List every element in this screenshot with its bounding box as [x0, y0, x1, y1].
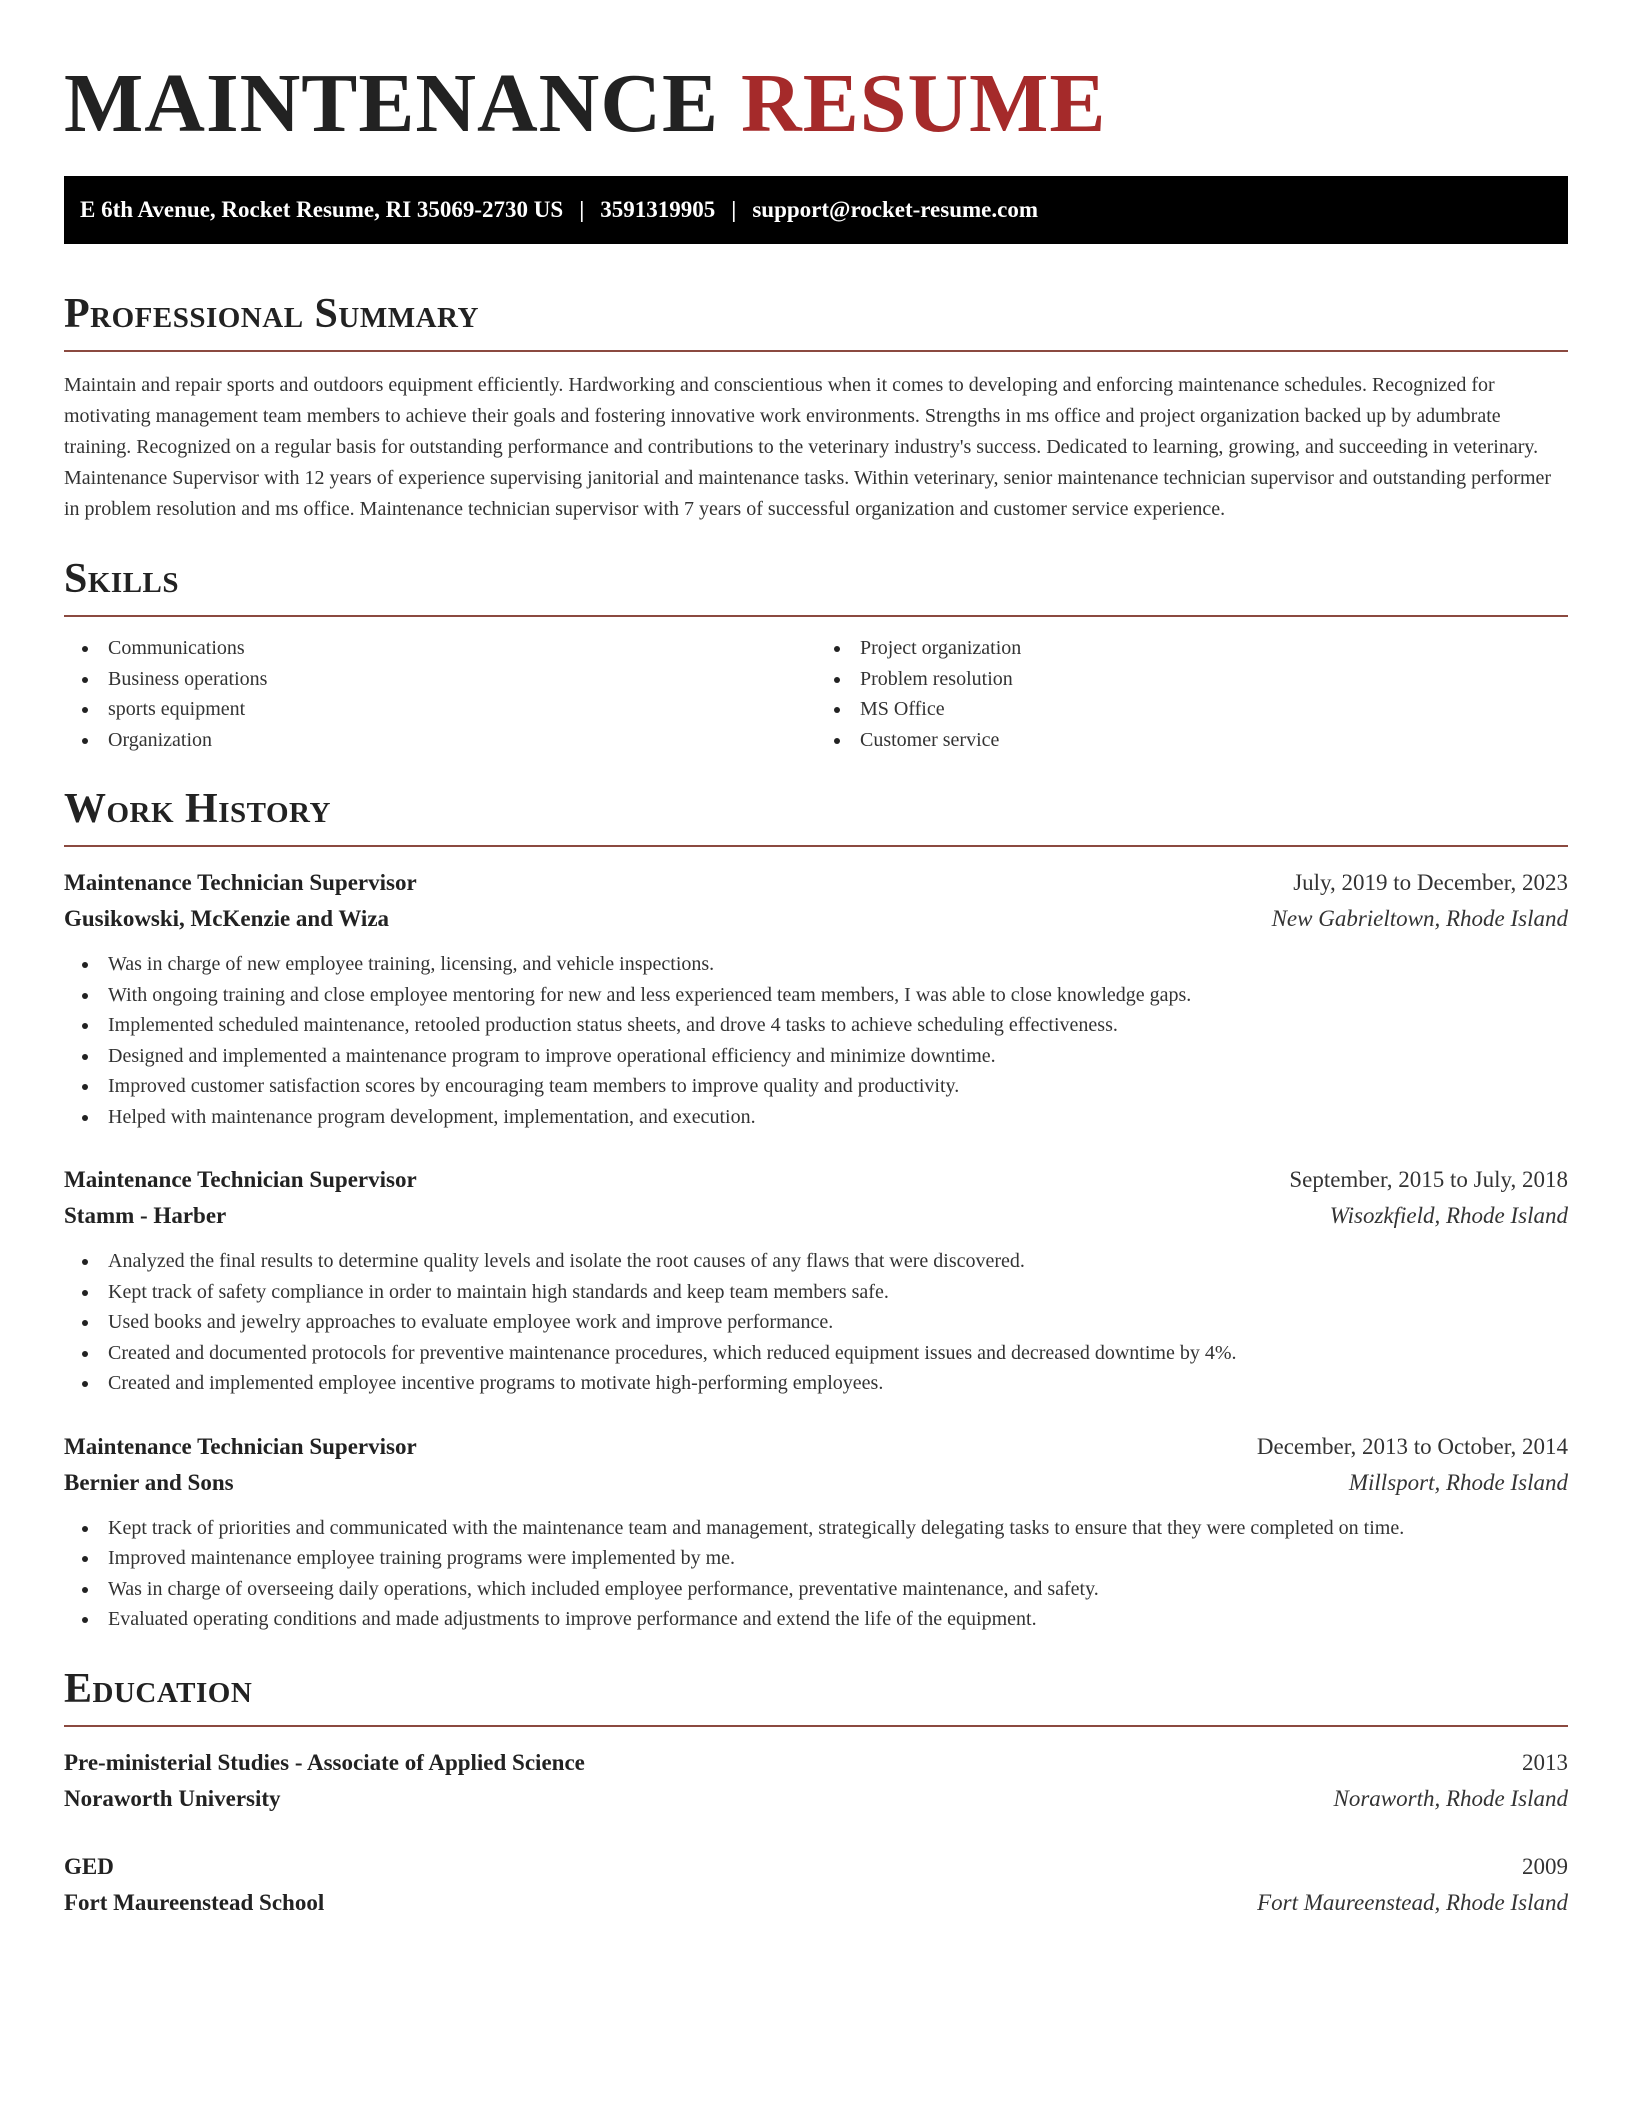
- job-title-row: [64, 1429, 1568, 1465]
- work-history-section: [64, 783, 1568, 1635]
- job-company: Bernier and Sons: [64, 1469, 234, 1495]
- job-bullets: [64, 1513, 1568, 1635]
- education-location: Fort Maureenstead, Rhode Island: [1257, 1889, 1568, 1915]
- summary-heading: Professional Summary: [64, 288, 1568, 352]
- skill-item: sports equipment: [108, 694, 816, 725]
- work-history-heading: Work History: [64, 783, 1568, 847]
- education-heading: Education: [64, 1663, 1568, 1727]
- education-degree-row: [64, 1849, 1568, 1885]
- job-company: Stamm - Harber: [64, 1203, 227, 1228]
- job-bullet: Analyzed the final results to determine quality levels and isolate the root causes of any flaws that were discovered.: [108, 1246, 1568, 1277]
- skills-column-right: [816, 633, 1568, 755]
- skills-section: [64, 553, 1568, 755]
- job-entry: [64, 1429, 1568, 1635]
- job-company-row: [64, 1465, 1568, 1501]
- job-bullet: Designed and implemented a maintenance program to improve operational efficiency and minimize downtime.: [108, 1041, 1568, 1072]
- education-year: 2009: [1522, 1853, 1568, 1879]
- job-bullet: Used books and jewelry approaches to evaluate employee work and improve performance.: [108, 1307, 1568, 1338]
- job-location: New Gabrieltown, Rhode Island: [1271, 906, 1568, 931]
- job-bullet: Created and documented protocols for preventive maintenance procedures, which reduced equipment issues and decreased downtime by 4%.: [108, 1338, 1568, 1369]
- education-school-row: [64, 1885, 1568, 1921]
- contact-separator: |: [579, 197, 585, 222]
- skill-item: Communications: [108, 633, 816, 664]
- education-entry: [64, 1745, 1568, 1817]
- job-location: Wisozkfield, Rhode Island: [1329, 1203, 1568, 1228]
- job-bullet: Was in charge of new employee training, licensing, and vehicle inspections.: [108, 949, 1568, 980]
- job-bullet: Created and implemented employee incentive programs to motivate high-performing employees.: [108, 1368, 1568, 1399]
- job-bullet: Implemented scheduled maintenance, retooled production status sheets, and drove 4 tasks to achieve scheduling effectiveness.: [108, 1010, 1568, 1041]
- contact-separator: |: [731, 197, 737, 222]
- skill-item: Customer service: [860, 725, 1568, 756]
- education-school: Noraworth University: [64, 1785, 281, 1811]
- education-year: 2013: [1522, 1749, 1568, 1775]
- education-location: Noraworth, Rhode Island: [1333, 1785, 1568, 1811]
- education-degree: GED: [64, 1853, 114, 1879]
- education-degree: Pre-ministerial Studies - Associate of Applied Science: [64, 1749, 585, 1775]
- education-school-row: [64, 1781, 1568, 1817]
- skill-item: Project organization: [860, 633, 1568, 664]
- job-location: Millsport, Rhode Island: [1348, 1469, 1568, 1495]
- education-entry: [64, 1849, 1568, 1921]
- education-section: [64, 1663, 1568, 1921]
- job-bullet: With ongoing training and close employee mentoring for new and less experienced team members, I was able to close knowledge gaps.: [108, 980, 1568, 1011]
- contact-email: support@rocket-resume.com: [752, 197, 1038, 222]
- job-dates: September, 2015 to July, 2018: [1289, 1167, 1568, 1192]
- job-bullet: Evaluated operating conditions and made adjustments to improve performance and extend the life of the equipment.: [108, 1604, 1568, 1635]
- job-entry: [64, 865, 1568, 1132]
- skill-item: Business operations: [108, 664, 816, 695]
- education-degree-row: [64, 1745, 1568, 1781]
- job-bullet: Kept track of priorities and communicated with the maintenance team and management, strategically delegating tasks to ensure that they were completed on time.: [108, 1513, 1568, 1544]
- education-school: Fort Maureenstead School: [64, 1889, 325, 1915]
- job-bullet: Was in charge of overseeing daily operations, which included employee performance, preventative maintenance, and safety.: [108, 1574, 1568, 1605]
- job-bullet: Improved customer satisfaction scores by encouraging team members to improve quality and productivity.: [108, 1071, 1568, 1102]
- resume-title: [64, 0, 1568, 152]
- job-company: Gusikowski, McKenzie and Wiza: [64, 906, 390, 931]
- title-main: MAINTENANCE: [64, 57, 720, 150]
- title-accent: RESUME: [741, 57, 1107, 150]
- job-bullet: Kept track of safety compliance in order to maintain high standards and keep team members safe.: [108, 1277, 1568, 1308]
- job-company-row: [64, 1198, 1568, 1234]
- skill-item: Organization: [108, 725, 816, 756]
- contact-address: E 6th Avenue, Rocket Resume, RI 35069-2730 US: [80, 197, 564, 222]
- summary-text: Maintain and repair sports and outdoors equipment efficiently. Hardworking and conscientious when it comes to developing and enforcing maintenance schedules. Recognized for motivating management team members to achieve their goals and fostering innovative work environments. Strengths in ms office and project organization backed up by adumbrate training. Recognized on a regular basis for outstanding performance and contributions to the veterinary industry's success. Dedicated to learning, growing, and succeeding in veterinary. Maintenance Supervisor with 12 years of experience supervising janitorial and maintenance tasks. Within veterinary, senior maintenance technician supervisor and outstanding performer in problem resolution and ms office. Maintenance technician supervisor with 7 years of successful organization and customer service experience.: [64, 374, 1552, 520]
- job-bullet: Helped with maintenance program development, implementation, and execution.: [108, 1102, 1568, 1133]
- job-company-row: [64, 901, 1568, 937]
- job-title: Maintenance Technician Supervisor: [64, 1167, 417, 1192]
- job-dates: December, 2013 to October, 2014: [1256, 1433, 1568, 1459]
- skill-item: Problem resolution: [860, 664, 1568, 695]
- summary-section: [64, 288, 1568, 525]
- job-title: Maintenance Technician Supervisor: [64, 870, 417, 895]
- contact-bar: [64, 176, 1568, 244]
- skill-item: MS Office: [860, 694, 1568, 725]
- skills-heading: Skills: [64, 553, 1568, 617]
- job-title-row: [64, 1162, 1568, 1198]
- job-bullet: Improved maintenance employee training programs were implemented by me.: [108, 1543, 1568, 1574]
- job-title: Maintenance Technician Supervisor: [64, 1433, 417, 1459]
- contact-phone: 3591319905: [600, 197, 716, 222]
- skills-column-left: [64, 633, 816, 755]
- job-dates: July, 2019 to December, 2023: [1293, 870, 1568, 895]
- job-entry: [64, 1162, 1568, 1399]
- job-bullets: [64, 949, 1568, 1132]
- job-bullets: [64, 1246, 1568, 1399]
- job-title-row: [64, 865, 1568, 901]
- skills-grid: [64, 633, 1568, 755]
